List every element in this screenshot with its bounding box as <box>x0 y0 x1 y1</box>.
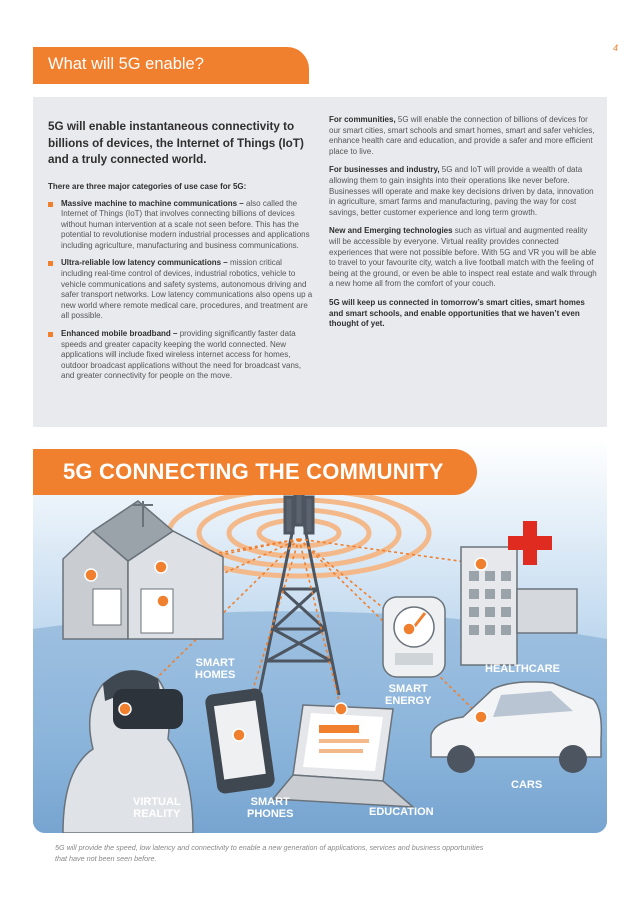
infographic-title: 5G CONNECTING THE COMMUNITY <box>63 459 444 484</box>
paragraph-lead: New and Emerging technologies <box>329 226 453 236</box>
label-line: HOMES <box>195 669 236 681</box>
bullet-square-icon <box>48 261 53 266</box>
use-case-bullet <box>48 258 313 322</box>
label-line: ENERGY <box>385 695 432 707</box>
paragraph-text: 5G and IoT will provide a wealth of data allowing them to gain insights into their operations like never before. Businesses will operate and make key decisions driven by data, innovation in agriculture, smart farms and manufacturing, paving the way for cost savings, better customer experience and long term growth. <box>329 165 594 217</box>
paragraph-lead: For businesses and industry, <box>329 165 440 175</box>
label-smart-phones <box>247 796 293 820</box>
bullet-text: providing significantly faster data speeds and greater capacity keeping the world connected. New applications will include fixed wireless internet access for homes, outdoor broadcast applications without the need for broadcast vans, and greater connectivity for people on the move. <box>61 329 302 381</box>
label-line: SMART <box>250 796 290 808</box>
use-case-bullet <box>48 329 313 382</box>
label-cars: CARS <box>511 779 543 791</box>
infographic-illustration <box>33 439 607 833</box>
label-healthcare: HEALTHCARE <box>485 663 560 675</box>
left-column <box>48 119 313 389</box>
label-virtual-reality <box>133 796 181 820</box>
page-number: 4 <box>613 43 619 53</box>
label-education: EDUCATION <box>369 806 434 818</box>
use-case-bullet <box>48 199 313 252</box>
communities-paragraph <box>329 115 597 157</box>
categories-heading: There are three major categories of use case for 5G: <box>48 181 247 191</box>
business-paragraph <box>329 165 597 218</box>
right-column <box>329 115 597 330</box>
community-infographic <box>33 439 607 833</box>
bullet-title: Enhanced mobile broadband – <box>61 329 178 339</box>
infographic-title-banner <box>33 449 477 495</box>
label-line: REALITY <box>133 808 181 820</box>
label-smart-energy <box>385 683 431 707</box>
label-line: PHONES <box>247 808 294 820</box>
bullet-square-icon <box>48 202 53 207</box>
bullet-title: Ultra-reliable low latency communications – <box>61 258 228 268</box>
paragraph-lead: For communities, <box>329 115 396 124</box>
label-line: SMART <box>388 683 428 695</box>
label-line: SMART <box>195 657 235 669</box>
bullet-text: mission critical including real-time control of devices, industrial robotics, vehicle to vehicle communications and safety systems, autonomous driving and safer transport networks. Low latency communications also opens up a new world where remote medical care, procedures, and treatment are all possible. <box>61 258 313 321</box>
smart-meter-icon <box>383 597 445 677</box>
bullet-square-icon <box>48 332 53 337</box>
section-title-banner <box>33 47 309 84</box>
figure-caption: 5G will provide the speed, low latency and connectivity to enable a new generation of applications, services and business opportunities that have not been seen before. <box>55 843 484 863</box>
label-smart-homes <box>195 657 235 681</box>
emerging-tech-paragraph <box>329 226 597 290</box>
paragraph-text: 5G will enable the connection of billions of devices for our smart cities, smart schools and smart homes, smart and safer vehicles, enhance health care and education, and provide a safer and more efficient place to live. <box>329 115 595 156</box>
paragraph-text: such as virtual and augmented reality will be accessible by everyone. Virtual reality provides connected experiences that were not possible before. With 5G and VR you will be able to travel to your favourite city, watch a live football match with the feeling of being at the ground, or even be able to inspect real estate and walk through a new home all from the comfort of your couch. <box>329 226 597 289</box>
bullet-text: also called the Internet of Things (IoT) that involves connecting billions of devices without human intervention at a scale not seen before. This has the potential to revolutionise modern industrial processes and applications including agriculture, manufacturing and business communications. <box>61 198 310 250</box>
lead-statement: 5G will enable instantaneous connectivity to billions of devices, the Internet of Things (IoT) and a truly connected world. <box>48 120 304 166</box>
closing-statement: 5G will keep us connected in tomorrow’s smart cities, smart homes and smart schools, and enable opportunities that we haven’t even thought of yet. <box>329 297 585 329</box>
label-line: VIRTUAL <box>133 796 181 808</box>
bullet-title: Massive machine to machine communications – <box>61 198 244 208</box>
text-panel <box>33 97 607 427</box>
section-title: What will 5G enable? <box>48 55 204 73</box>
